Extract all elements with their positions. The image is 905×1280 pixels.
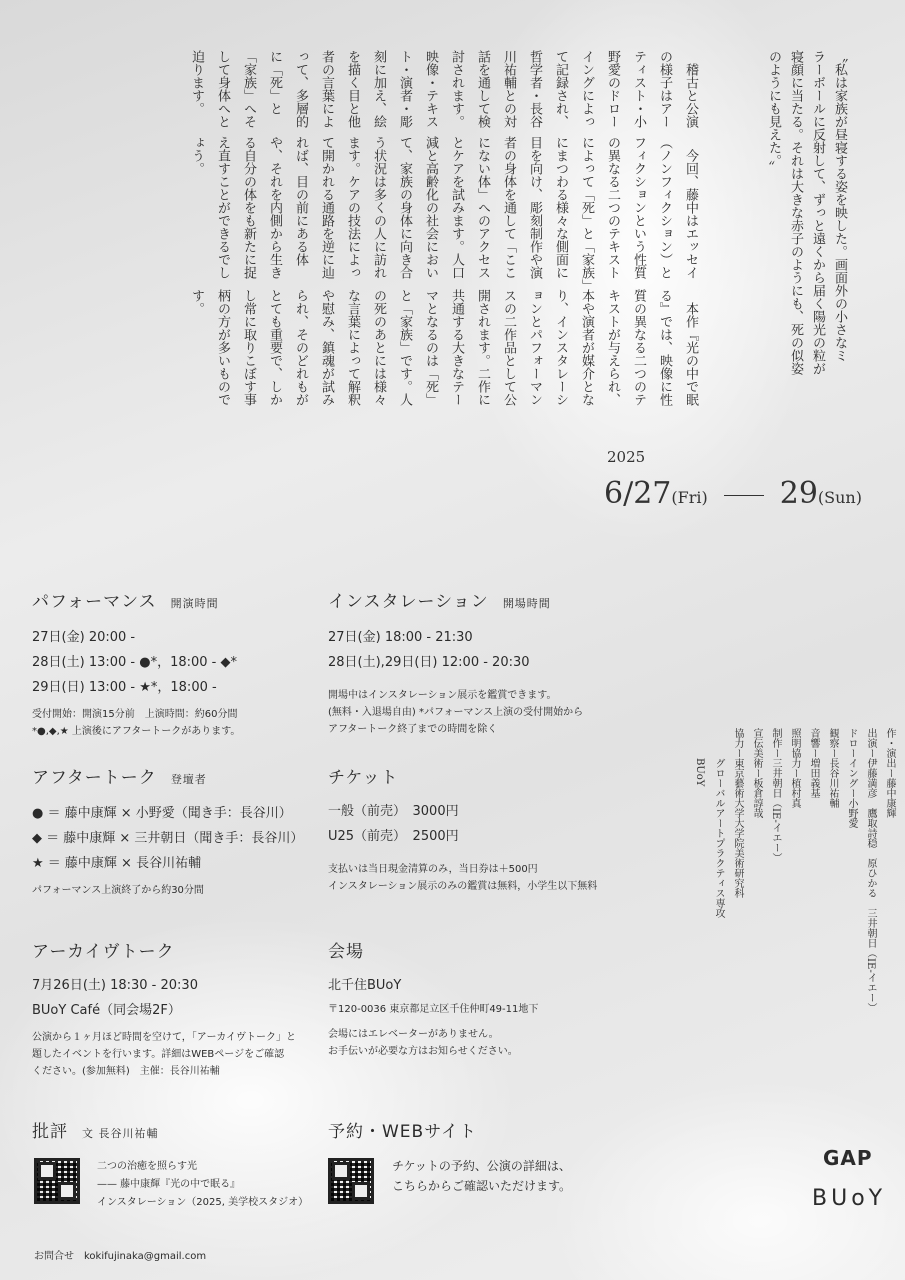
note: (無料・入退場自由) *パフォーマンス上演の受付開始から xyxy=(328,707,584,718)
venue-name: 北千住BUoY xyxy=(328,978,402,993)
quote-line: 〝私は家族が昼寝する姿を映した。画面外の小さなミ xyxy=(832,50,847,362)
speaker-row: ◆ ＝ 藤中康輝 × 三井朝日（聞き手：長谷川） xyxy=(32,831,304,846)
credit-line: BUoY xyxy=(694,728,705,787)
credit-line: 観察ー長谷川祐輔 xyxy=(827,728,838,808)
schedule-row: 29日(日) 13:00 - ★*，18:00 - xyxy=(32,680,217,695)
buoy-logo: BUoY xyxy=(812,1186,887,1211)
contact-email[interactable]: お問合せ kokifujinaka@gmail.com xyxy=(34,1251,207,1262)
note: 支払いは当日現金清算のみ，当日券は＋500円 xyxy=(328,864,538,875)
speaker-row: ★ ＝ 藤中康輝 × 長谷川祐輔 xyxy=(32,856,202,871)
note: *●,◆,★ 上演後にアフタートークがあります。 xyxy=(32,726,241,737)
intro-paragraph: 本作『光の中で眠る』では、映像に性質の異なる二つのテキストが与えられ、本や演者が媒介となり、インスタレーションとパフォーマンスの二作品として公開されます。二作に共通する大きなテーマとなるのは「死」と「家族」です。人の死のあとには様々な言葉によって解釈や慰み、鎮魂が試みられ、そのどれもがとても重要で、しかし常に取りこぼす事柄の方が多いものです。 xyxy=(189,289,698,407)
intro-body xyxy=(165,50,703,415)
quote-line: のようにも見えた。〞 xyxy=(766,50,781,174)
section-title: チケット xyxy=(328,768,399,788)
credit-line: 作・演出ー藤中康輝 xyxy=(884,728,895,818)
section-title: アーカイヴトーク xyxy=(32,942,175,962)
event-year: 2025 xyxy=(607,448,646,466)
intro-paragraph: 稽古と公演の様子はアーティスト・小野愛のドローイングによって記録され、哲学者・長谷川祐輔との対話を通して検討されます。映像・テキスト・演者・彫刻に加え、絵を描く目と他者の言葉によって、多層的に「死」と「家族」へそして身体へと迫ります。 xyxy=(189,50,698,128)
archive-talk-section xyxy=(32,942,302,1080)
critique-qr-code[interactable] xyxy=(34,1158,80,1204)
price-row: U25（前売） 2500円 xyxy=(328,829,459,844)
credit-line: 音響ー増田義基 xyxy=(808,728,819,798)
schedule-row: 27日(金) 20:00 - xyxy=(32,630,136,645)
venue-section xyxy=(328,942,538,1060)
speaker-row: ● ＝ 藤中康輝 × 小野愛（聞き手：長谷川） xyxy=(32,806,292,821)
section-title: パフォーマンス 開演時間 xyxy=(32,592,219,612)
note: お手伝いが必要な方はお知らせください。 xyxy=(328,1046,518,1057)
quote-line: 寝顔に当たる。それは大きな赤子のようにも、死の似姿 xyxy=(788,50,803,375)
gap-logo: GAP xyxy=(823,1146,873,1170)
installation-section xyxy=(328,592,583,738)
end-day: (Sun) xyxy=(817,488,862,507)
note: ください。(参加無料) 主催：長谷川祐輔 xyxy=(32,1066,220,1077)
section-title: 予約・WEBサイト xyxy=(328,1122,478,1142)
schedule-row: BUoY Café（同会場2F） xyxy=(32,1003,181,1018)
schedule-row: 27日(金) 18:00 - 21:30 xyxy=(328,630,473,645)
end-date: 29 xyxy=(779,476,818,511)
intro-paragraph: 今回、藤中はエッセイ（ノンフィクション）とフィクションという性質の異なる二つのテキストによって「死」と「家族」にまつわる様々な側面に目を向け、彫刻制作や演者の身体を通して「ここにない体」へのアクセスとケアを試みます。人口減と高齢化の社会において、家族の身体に向き合う状況は多くの人に訪れます。ケアの技法によって開かれる通路を逆に辿れば、目の前にある体や、それを内側から生きる自分の体をも新たに捉え直すことができるでしょう。 xyxy=(189,135,698,286)
section-title: アフタートーク 登壇者 xyxy=(32,768,207,788)
note: パフォーマンス上演終了から約30分間 xyxy=(32,885,204,896)
note: 会場にはエレベーターがありません。 xyxy=(328,1029,499,1040)
note: インスタレーション展示のみの鑑賞は無料，小学生以下無料 xyxy=(328,881,598,892)
venue-address: 〒120-0036 東京都足立区千住仲町49-11地下 xyxy=(328,1004,539,1015)
credits xyxy=(690,728,899,1013)
performance-section xyxy=(32,592,240,740)
section-title: インスタレーション 開場時間 xyxy=(328,592,551,612)
note: 題したイベントを行います。詳細はWEBページをご確認 xyxy=(32,1049,285,1060)
quote-line: ラーボールに反射して、ずっと遠くから届く陽光の粒が xyxy=(810,50,825,375)
section-title: 批評 文 長谷川祐輔 xyxy=(32,1122,159,1142)
schedule-row: 7月26日(土) 18:30 - 20:30 xyxy=(32,978,198,993)
credit-line: 宣伝美術ー板倉諄哉 xyxy=(751,728,762,818)
price-row: 一般（前売） 3000円 xyxy=(328,804,459,819)
reserve-section xyxy=(328,1122,477,1156)
aftertalk-section xyxy=(32,768,303,899)
start-day: (Fri) xyxy=(671,488,708,507)
reserve-text: チケットの予約、公演の詳細は、 こちらからご確認いただけます。 xyxy=(392,1159,572,1193)
credit-line: 協力ー東京藝術大学大学院美術研究科 xyxy=(732,728,743,898)
reserve-qr-code[interactable] xyxy=(328,1158,374,1204)
note: 受付開始：開演15分前 上演時間：約60分間 xyxy=(32,709,238,720)
date-dash xyxy=(724,495,764,496)
critique-text: 二つの治癒を照らす光 —— 藤中康輝『光の中で眠る』 インスタレーション（2025, 美学校スタジオ） xyxy=(97,1161,309,1208)
credit-line: 制作ー三井朝日（IE-イエー） xyxy=(770,728,781,863)
start-date: 6/27 xyxy=(604,476,672,511)
schedule-row: 28日(土),29日(日) 12:00 - 20:30 xyxy=(328,655,530,670)
credit-line: ドローイングー小野愛 xyxy=(846,728,857,828)
section-title: 会場 xyxy=(328,942,364,962)
schedule-row: 28日(土) 13:00 - ●*，18:00 - ◆* xyxy=(32,655,237,670)
note: 公演から１ヶ月ほど時間を空けて，「アーカイヴトーク」と xyxy=(32,1032,296,1043)
critique-section xyxy=(32,1122,159,1158)
credit-line: 出演ー伊藤満彦 鷹取詩穏 原ひかる 三井朝日（IE-イエー） xyxy=(865,728,876,1013)
event-dates xyxy=(604,476,862,511)
note: アフタートーク終了までの時間を除く xyxy=(328,724,498,735)
credit-line: グローバルアートプラクティス専攻 xyxy=(713,728,724,918)
opening-quote xyxy=(762,50,850,375)
credit-line: 照明協力ー植村真 xyxy=(789,728,800,808)
ticket-section xyxy=(328,768,597,895)
note: 開場中はインスタレーション展示を鑑賞できます。 xyxy=(328,690,557,701)
